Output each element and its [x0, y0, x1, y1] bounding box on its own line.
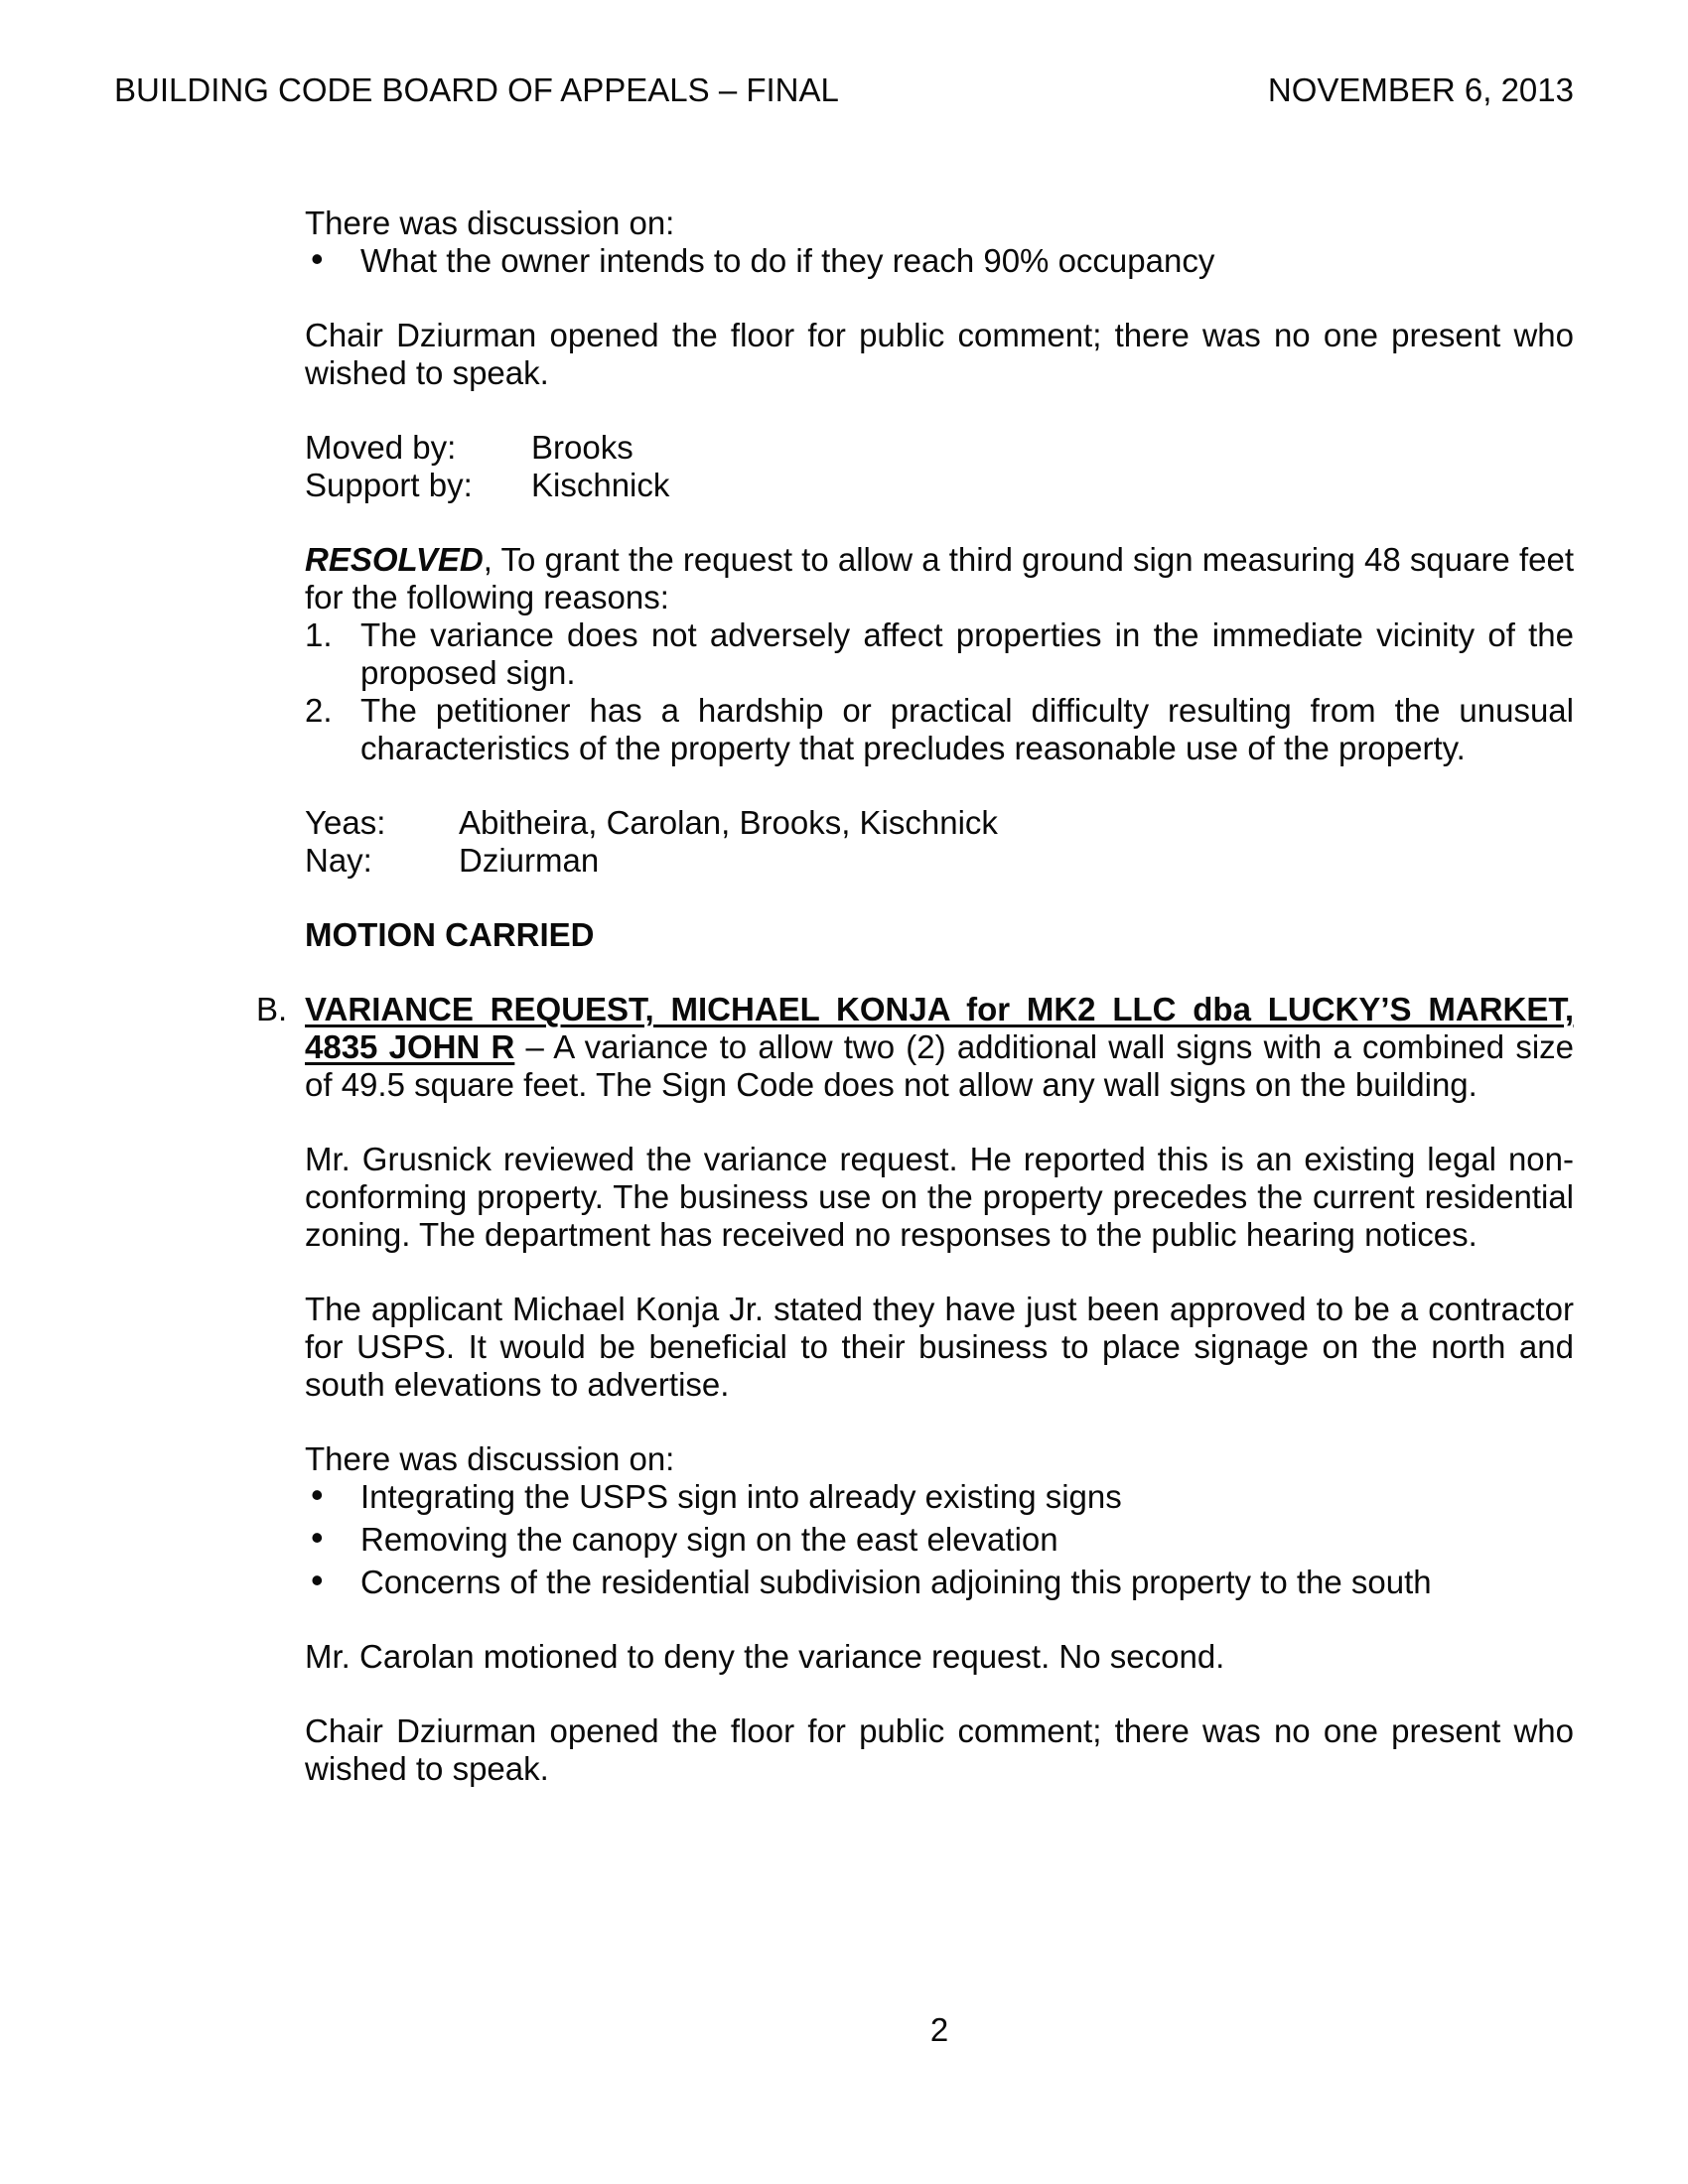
support-by-label: Support by:	[305, 467, 473, 503]
bullet-item	[305, 1564, 1574, 1601]
moved-by-label: Moved by:	[305, 429, 457, 466]
resolved-paragraph	[305, 541, 1574, 616]
yeas-label: Yeas:	[305, 804, 386, 841]
grusnick-paragraph: Mr. Grusnick reviewed the variance request. He reported this is an existing legal non-conforming property. The business use on the property precedes the current residential zoning. The department has received no responses to the public hearing notices.	[305, 1141, 1574, 1253]
resolved-word: RESOLVED	[305, 541, 484, 578]
motion-block	[305, 429, 1574, 504]
reason-number: 2.	[305, 692, 333, 729]
bullet-item	[305, 1478, 1574, 1516]
carolan-paragraph: Mr. Carolan motioned to deny the variance request. No second.	[305, 1638, 1225, 1675]
bullet-text: Concerns of the residential subdivision adjoining this property to the south	[360, 1564, 1432, 1600]
vote-block	[305, 804, 1574, 880]
reason-item-2	[305, 692, 1574, 767]
document-body	[256, 205, 1575, 1788]
moved-by-name: Brooks	[531, 429, 633, 466]
public-comment-paragraph-a: Chair Dziurman opened the floor for public comment; there was no one present who wished to speak.	[305, 317, 1574, 391]
nay-names: Dziurman	[459, 842, 600, 879]
bullet-text: What the owner intends to do if they reach 90% occupancy	[360, 242, 1215, 279]
reason-text: The petitioner has a hardship or practical difficulty resulting from the unusual characteristics of the property that precludes reasonable use of the property.	[360, 692, 1574, 766]
resolved-text: , To grant the request to allow a third ground sign measuring 48 square feet for the following reasons:	[305, 541, 1574, 615]
bullet-item	[305, 242, 1574, 280]
page-number: 2	[929, 2011, 949, 2048]
reason-item-1	[305, 616, 1574, 692]
discussion-intro-a: There was discussion on:	[305, 205, 675, 241]
document-date: NOVEMBER 6, 2013	[1267, 71, 1574, 108]
motion-result: MOTION CARRIED	[305, 916, 595, 953]
support-by-row	[305, 467, 1574, 504]
item-b-heading	[256, 991, 1575, 1104]
nay-row	[305, 842, 1574, 880]
public-comment-paragraph-b: Chair Dziurman opened the floor for public comment; there was no one present who wished to speak.	[305, 1712, 1574, 1787]
support-by-name: Kischnick	[531, 467, 670, 503]
bullet-text: Integrating the USPS sign into already existing signs	[360, 1478, 1122, 1515]
bullet-text: Removing the canopy sign on the east elevation	[360, 1521, 1058, 1558]
document-title: BUILDING CODE BOARD OF APPEALS – FINAL	[114, 71, 839, 108]
item-b-description: – A variance to allow two (2) additional wall signs with a combined size of 49.5 square feet. The Sign Code does not allow any wall signs on the building.	[305, 1028, 1575, 1103]
reason-number: 1.	[305, 616, 333, 653]
discussion-list-b	[305, 1478, 1574, 1601]
item-b-label: B.	[256, 991, 288, 1027]
page-header	[114, 71, 1574, 109]
bullet-item	[305, 1521, 1574, 1559]
yeas-names: Abitheira, Carolan, Brooks, Kischnick	[459, 804, 998, 841]
nay-label: Nay:	[305, 842, 372, 879]
discussion-list-a	[305, 242, 1574, 280]
page-footer	[305, 2011, 1574, 2049]
agenda-item-b	[256, 991, 1575, 1104]
reason-text: The variance does not adversely affect properties in the immediate vicinity of the proposed sign.	[360, 616, 1574, 691]
item-b-title: VARIANCE REQUEST, MICHAEL KONJA for MK2 LLC dba LUCKY’S MARKET, 4835 JOHN R	[305, 991, 1574, 1065]
applicant-paragraph: The applicant Michael Konja Jr. stated they have just been approved to be a contractor for USPS. It would be beneficial to their business to place signage on the north and south elevations to advertise.	[305, 1291, 1574, 1403]
moved-by-row	[305, 429, 1574, 467]
reasons-list	[305, 616, 1574, 767]
discussion-intro-b: There was discussion on:	[305, 1440, 675, 1477]
yeas-row	[305, 804, 1574, 842]
